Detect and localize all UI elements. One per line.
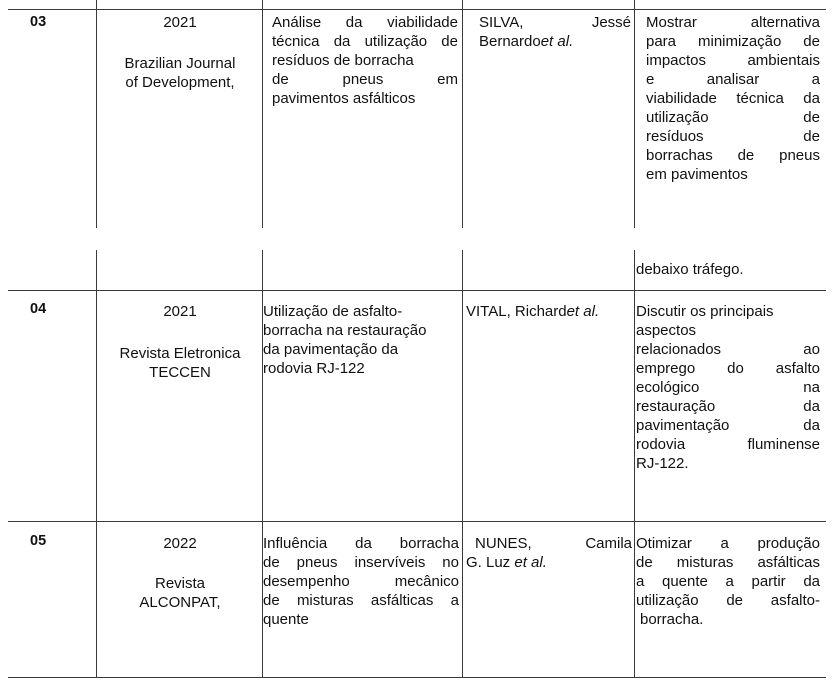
objective-line: resíduos de (646, 128, 820, 145)
objective-line: emprego do asfalto (636, 360, 820, 377)
title-line: borracha na restauração (263, 322, 427, 339)
objective-continuation: debaixo tráfego. (636, 261, 744, 278)
author-etal: et al. (566, 303, 600, 320)
row-divider (8, 290, 826, 291)
title-line: resíduos de borracha (272, 52, 414, 69)
authors-cell (466, 534, 632, 572)
source-line: of Development, (125, 74, 235, 91)
source-line: TECCEN (149, 364, 211, 381)
author-surname: NUNES, (475, 535, 532, 552)
row-divider (8, 677, 826, 678)
title-line: de misturas asfálticas a (263, 592, 459, 609)
objective-line: relacionados ao (636, 341, 820, 358)
author-name: G. Luz (466, 554, 515, 571)
author-firstname: Camila (585, 535, 632, 552)
objective-line: a quente a partir da (636, 573, 820, 590)
source-cell (98, 344, 262, 382)
title-line: quente (263, 611, 309, 628)
row-number: 05 (30, 533, 47, 549)
objective-line: utilização de asfalto- (636, 592, 820, 609)
author-line (479, 13, 631, 32)
author-name: Bernardo (479, 33, 541, 50)
title-line: de pneus inservíveis no (263, 554, 459, 571)
title-cell (272, 13, 458, 108)
objective-line: borracha. (640, 611, 704, 628)
source-line: Brazilian Journal (124, 55, 236, 72)
col-divider (634, 0, 635, 228)
source-line: Revista (154, 575, 206, 592)
objective-line: viabilidade técnica da (646, 90, 820, 107)
row-number: 04 (30, 301, 47, 317)
title-line: rodovia RJ-122 (263, 360, 365, 377)
source-cell (98, 54, 262, 92)
title-line: Influência da borracha (263, 535, 459, 552)
row-number: 03 (30, 14, 47, 30)
objective-line: para minimização de (646, 33, 820, 50)
author-surname: SILVA, (479, 14, 524, 31)
objective-line: Discutir os principais (636, 303, 774, 320)
col-divider (96, 250, 97, 290)
col-divider (262, 250, 263, 290)
objective-line: RJ-122. (636, 455, 689, 472)
title-cell (263, 534, 459, 629)
objective-line: em pavimentos (646, 166, 748, 183)
title-line: Utilização de asfalto- (263, 303, 403, 320)
source-line: Revista Eletronica (119, 345, 241, 362)
objective-line: pavimentação da (636, 417, 820, 434)
objective-line: ecológico na (636, 379, 820, 396)
title-line: de pneus em (272, 71, 458, 88)
col-divider (634, 290, 635, 678)
title-line: técnica da utilização de (272, 33, 458, 50)
row-divider (8, 9, 826, 10)
author-line (466, 553, 632, 572)
objective-cell (646, 13, 820, 184)
objective-line: de misturas asfálticas (636, 554, 820, 571)
objective-line: utilização de (646, 109, 820, 126)
objective-cell (636, 534, 820, 629)
col-divider (462, 0, 463, 228)
col-divider (462, 250, 463, 290)
author-line (466, 534, 632, 553)
year-cell: 2022 (163, 535, 197, 552)
col-divider (96, 290, 97, 678)
row-divider (8, 521, 826, 522)
col-divider (634, 250, 635, 290)
objective-line: rodovia fluminense (636, 436, 820, 453)
authors-cell (479, 13, 631, 51)
title-cell (263, 302, 459, 378)
year-cell: 2021 (163, 14, 197, 31)
authors-cell (466, 302, 634, 321)
source-cell (98, 574, 262, 612)
author-line (479, 32, 631, 51)
objective-cell (636, 302, 820, 473)
objective-line: aspectos (636, 322, 697, 339)
objective-line: borrachas de pneus (646, 147, 820, 164)
year-cell: 2021 (163, 303, 197, 320)
objective-line: Mostrar alternativa (646, 14, 820, 31)
objective-line: impactos ambientais (646, 52, 820, 69)
title-line: Análise da viabilidade (272, 14, 458, 31)
source-line: ALCONPAT, (139, 594, 221, 611)
col-divider (262, 0, 263, 228)
objective-line: e analisar a (646, 71, 820, 88)
title-line: da pavimentação da (263, 341, 399, 358)
objective-line: Otimizar a produção (636, 535, 820, 552)
author-etal: et al. (514, 554, 547, 571)
author-etal: et al. (540, 33, 574, 50)
objective-line: restauração da (636, 398, 820, 415)
title-line: desempenho mecânico (263, 573, 459, 590)
author-firstname: Jessé (591, 14, 631, 31)
col-divider (462, 290, 463, 678)
col-divider (96, 0, 97, 228)
title-line: pavimentos asfálticos (272, 90, 416, 107)
author-name: VITAL, Richard (466, 303, 567, 320)
